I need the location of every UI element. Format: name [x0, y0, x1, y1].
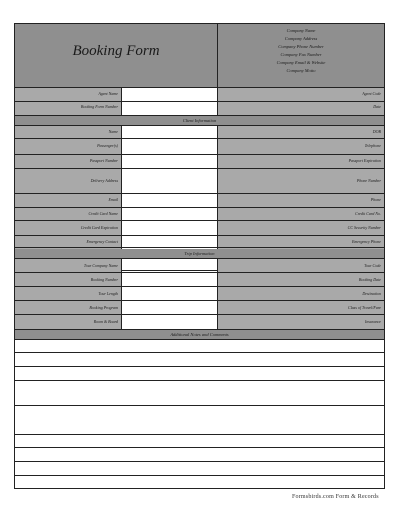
passengers-label: Passenger(s): [97, 143, 118, 148]
phone-label: Phone: [370, 197, 381, 202]
passport-expiration-label: Passport Expiration: [348, 158, 381, 163]
email-label: Email: [108, 197, 118, 202]
emergency-phone-label: Emergency Phone: [351, 239, 381, 244]
date-label: Date: [373, 104, 381, 109]
class-of-travel-label: Class of Travel/Fare: [348, 305, 381, 310]
telephone-label: Telephone: [364, 143, 381, 148]
phone-number-label: Phone Number: [356, 178, 381, 183]
booking-date-label: Booking Date: [358, 277, 381, 282]
company-info-line: Company Phone Number: [278, 44, 324, 49]
booking-number-label: Booking Number: [90, 277, 118, 282]
footer-credit: Formsbirds.com Form & Records: [292, 494, 379, 500]
booking-form-number-label: Booking Form Number: [80, 104, 118, 109]
booking-form: [14, 23, 385, 489]
company-info-line: Company Motto: [286, 68, 316, 73]
agent-code-label: Agent Code: [362, 91, 381, 96]
form-title: Booking Form: [72, 43, 160, 59]
destination-label: Destination: [362, 291, 381, 296]
tour-company-name-label: Tour Company Name: [83, 263, 118, 268]
company-info-line: Company Address: [284, 36, 318, 41]
room-board-label: Room & Board: [93, 319, 118, 324]
dob-label: DOB: [372, 129, 381, 134]
insurance-label: Insurance: [365, 319, 381, 324]
credit-card-expiration-label: Credit Card Expiration: [80, 225, 118, 230]
client-name-label: Name: [108, 129, 118, 134]
trip-section-title: Trip Information: [184, 251, 215, 256]
credit-card-name-label: Credit Card Name: [88, 211, 118, 216]
comments-section-title: Additional Notes and Comments: [170, 332, 229, 337]
client-section-title: Client Information: [182, 118, 217, 123]
delivery-address-label: Delivery Address: [90, 178, 118, 183]
agent-name-field[interactable]: [122, 88, 217, 101]
booking-form-number-field[interactable]: [122, 102, 217, 115]
comments-area[interactable]: [15, 340, 384, 488]
emergency-contact-label: Emergency Contact: [86, 239, 118, 244]
company-info-line: Company Name: [286, 28, 316, 33]
tour-length-label: Tour Length: [98, 291, 118, 296]
agent-name-label: Agent Name: [98, 91, 118, 96]
tour-code-label: Tour Code: [364, 263, 381, 268]
booking-program-label: Booking Program: [89, 305, 118, 310]
cc-security-number-label: CC Security Number: [347, 225, 381, 230]
company-info-line: Company Fax Number: [280, 52, 322, 57]
company-info-line: Company Email & Website: [276, 60, 326, 65]
passport-number-label: Passport Number: [89, 158, 118, 163]
credit-card-number-label: Credit Card No.: [355, 211, 381, 216]
